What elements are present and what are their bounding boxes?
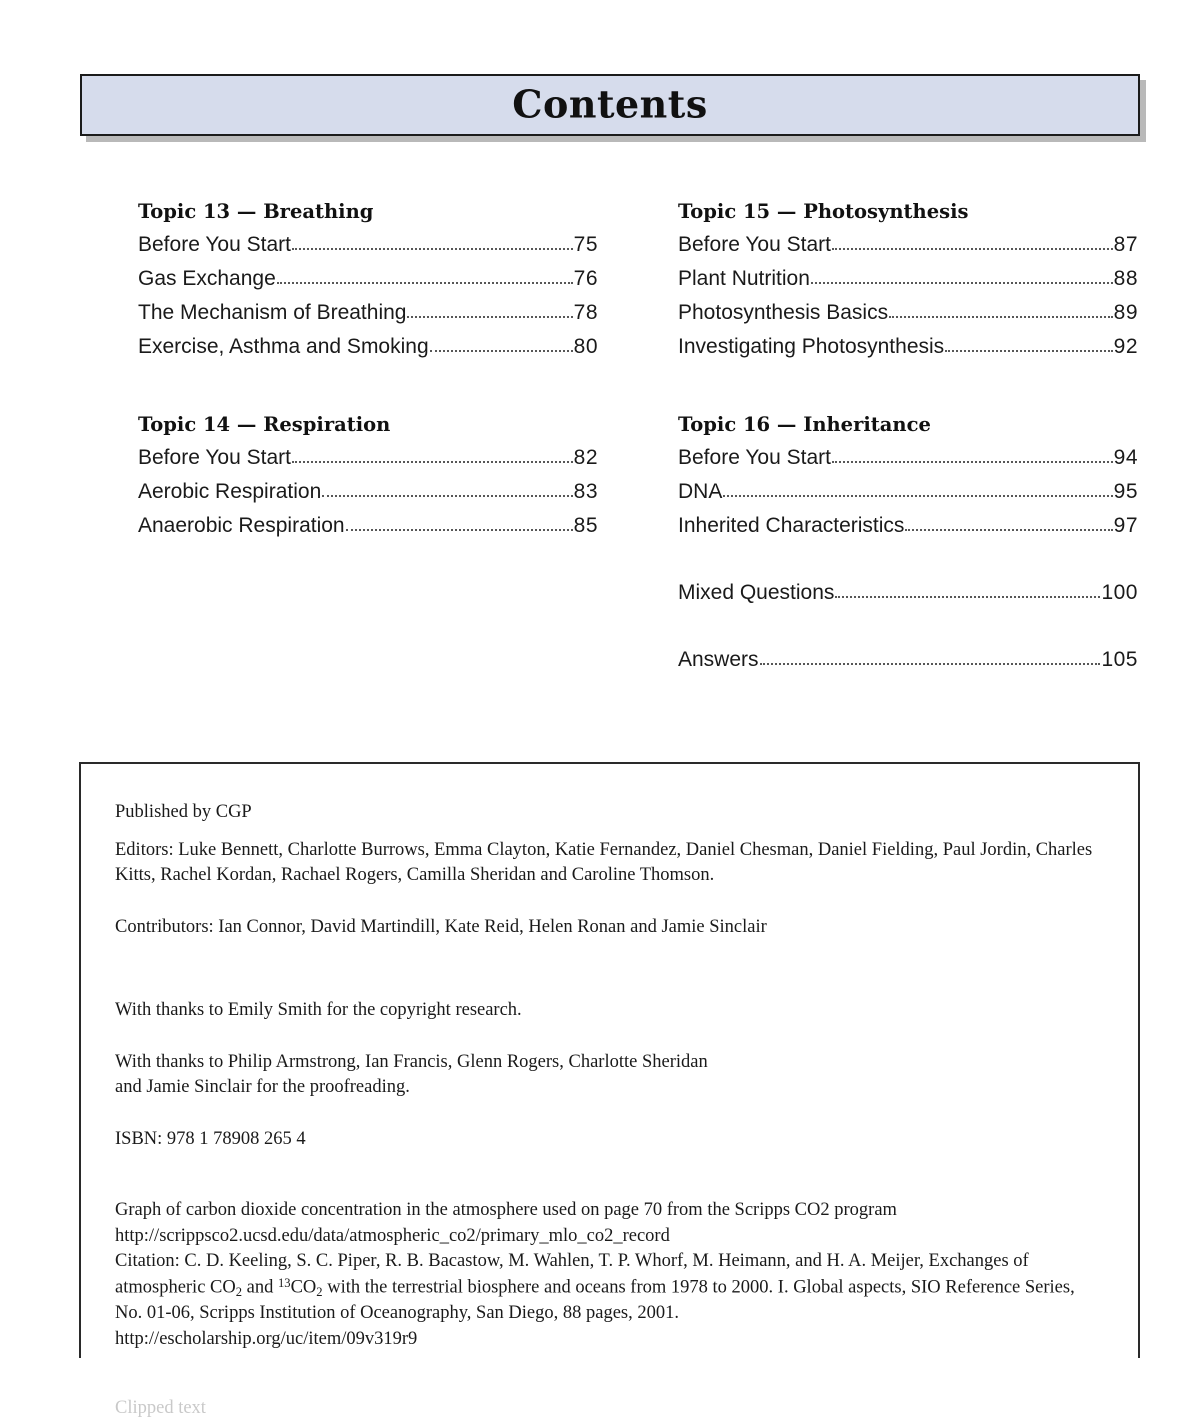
toc-entry-page: 85 — [573, 514, 598, 537]
dot-leader — [292, 460, 573, 463]
toc-entry-page: 95 — [1113, 480, 1138, 503]
topic-block-16 — [678, 413, 1138, 670]
dot-leader — [723, 494, 1112, 497]
dot-leader — [811, 281, 1113, 284]
toc-entry-page: 94 — [1113, 446, 1138, 469]
toc-entry-label: Before You Start — [138, 233, 291, 256]
toc-entry[interactable] — [678, 481, 1138, 502]
toc-entry[interactable] — [138, 336, 598, 357]
topic-block-14 — [138, 413, 598, 536]
toc-entry-answers[interactable] — [678, 649, 1138, 670]
toc-entry[interactable] — [678, 302, 1138, 323]
toc-entry-page: 100 — [1101, 581, 1138, 604]
dot-leader — [945, 349, 1112, 352]
toc-entry-label: Answers — [678, 648, 759, 671]
topic-heading: Topic 16 — Inheritance — [678, 413, 931, 436]
toc-entry-label: Aerobic Respiration — [138, 480, 322, 503]
graph-credit-line-1: Graph of carbon dioxide concentration in the atmosphere used on page 70 from the Scripps CO2 program — [115, 1200, 897, 1221]
citation-part-3: CO — [290, 1277, 317, 1298]
toc-entry-page: 82 — [573, 446, 598, 469]
topic-block-15 — [678, 200, 1138, 357]
toc-entry[interactable] — [138, 447, 598, 468]
toc-entry[interactable] — [138, 481, 598, 502]
citation-part-1: Citation: C. D. Keeling, S. C. Piper, R. B. Bacastow, M. Wahlen, T. P. Whorf, M. Heimann, and H. A. Meijer, Exchanges of atmospheric CO — [115, 1251, 1029, 1298]
toc-entry-label: DNA — [678, 480, 723, 503]
toc-entry-label: Anaerobic Respiration — [138, 514, 345, 537]
toc-entry-label: Before You Start — [678, 446, 831, 469]
graph-credit-url[interactable]: http://scrippsco2.ucsd.edu/data/atmospheric_co2/primary_mlo_co2_record — [115, 1225, 670, 1246]
dot-leader — [835, 595, 1100, 598]
toc-entry-label: Photosynthesis Basics — [678, 301, 889, 324]
toc-entry-label: Inherited Characteristics — [678, 514, 905, 537]
dot-leader — [277, 281, 573, 284]
citation-part-2: and — [242, 1277, 279, 1298]
toc-entry-page: 87 — [1113, 233, 1138, 256]
dot-leader — [346, 528, 573, 531]
toc-entry-page: 78 — [573, 301, 598, 324]
publisher-line: Published by CGP — [115, 802, 252, 822]
toc-entry[interactable] — [678, 515, 1138, 536]
toc-entry[interactable] — [138, 268, 598, 289]
toc-entry-mixed-questions[interactable] — [678, 582, 1138, 603]
citation-subscript-2: 2 — [316, 1284, 323, 1299]
contributors-line: Contributors: Ian Connor, David Martindill, Kate Reid, Helen Ronan and Jamie Sinclair — [115, 916, 767, 937]
contents-banner — [80, 74, 1140, 136]
clipped-bottom-line: Clipped text — [115, 1398, 206, 1419]
toc-entry-page: 83 — [573, 480, 598, 503]
citation-part-4: with the terrestrial biosphere and oceans from 1978 to 2000. I. Global aspects, SIO Reference Series, No. 01-06, Scripps Institution of Oceanography, San Diego, 88 pages, 2001. — [115, 1277, 1075, 1324]
toc-entry[interactable] — [138, 302, 598, 323]
toc-column-right — [678, 200, 1138, 712]
dot-leader — [832, 460, 1113, 463]
topic-block-13 — [138, 200, 598, 357]
citation-subscript-1: 2 — [235, 1284, 243, 1299]
page-title: Contents — [512, 81, 708, 127]
toc-entry-label: Before You Start — [678, 233, 831, 256]
toc-entry-page: 89 — [1113, 301, 1138, 324]
dot-leader — [322, 494, 572, 497]
toc-entry[interactable] — [678, 234, 1138, 255]
topic-heading: Topic 13 — Breathing — [138, 200, 374, 223]
dot-leader — [430, 349, 573, 352]
toc-entry[interactable] — [138, 234, 598, 255]
thanks-proofreading-line-2: and Jamie Sinclair for the proofreading. — [115, 1077, 410, 1098]
citation-url[interactable]: http://escholarship.org/uc/item/09v319r9 — [115, 1328, 418, 1349]
dot-leader — [905, 528, 1112, 531]
credits-box — [79, 762, 1140, 1419]
credits-content — [81, 764, 1138, 1419]
toc-entry-label: Before You Start — [138, 446, 291, 469]
toc-entry-page: 76 — [573, 267, 598, 290]
toc-entry-label: Investigating Photosynthesis — [678, 335, 945, 358]
topic-heading: Topic 15 — Photosynthesis — [678, 200, 969, 223]
toc-entry[interactable] — [678, 268, 1138, 289]
toc-entry-label: Exercise, Asthma and Smoking — [138, 335, 429, 358]
toc-entry-label: The Mechanism of Breathing — [138, 301, 407, 324]
toc-entry-page: 97 — [1113, 514, 1138, 537]
toc-entry[interactable] — [138, 515, 598, 536]
toc-entry-page: 80 — [573, 335, 598, 358]
dot-leader — [292, 247, 573, 250]
dot-leader — [407, 315, 572, 318]
citation-paragraph — [115, 1249, 1104, 1327]
topic-heading: Topic 14 — Respiration — [138, 413, 391, 436]
toc-entry[interactable] — [678, 447, 1138, 468]
toc-entry-label: Plant Nutrition — [678, 267, 810, 290]
toc-entry-page: 92 — [1113, 335, 1138, 358]
editors-line: Editors: Luke Bennett, Charlotte Burrows, Emma Clayton, Katie Fernandez, Daniel Chesman, Daniel Fielding, Paul Jordin, Charles Kitts, Rachel Kordan, Rachael Rogers, Camilla Sheridan and Caroline Thomson. — [115, 839, 1093, 886]
citation-superscript-13: 13 — [278, 1275, 291, 1290]
toc-entry-page: 75 — [573, 233, 598, 256]
dot-leader — [760, 662, 1101, 665]
isbn-line: ISBN: 978 1 78908 265 4 — [115, 1128, 306, 1149]
thanks-proofreading-line-1: With thanks to Philip Armstrong, Ian Francis, Glenn Rogers, Charlotte Sheridan — [115, 1051, 708, 1072]
toc-entry-page: 105 — [1101, 648, 1138, 671]
toc-entry[interactable] — [678, 336, 1138, 357]
dot-leader — [889, 315, 1113, 318]
toc-entry-label: Mixed Questions — [678, 581, 835, 604]
toc-entry-page: 88 — [1113, 267, 1138, 290]
toc-entry-label: Gas Exchange — [138, 267, 276, 290]
toc-column-left — [138, 200, 598, 578]
dot-leader — [832, 247, 1113, 250]
thanks-copyright-line: With thanks to Emily Smith for the copyright research. — [115, 1000, 522, 1021]
